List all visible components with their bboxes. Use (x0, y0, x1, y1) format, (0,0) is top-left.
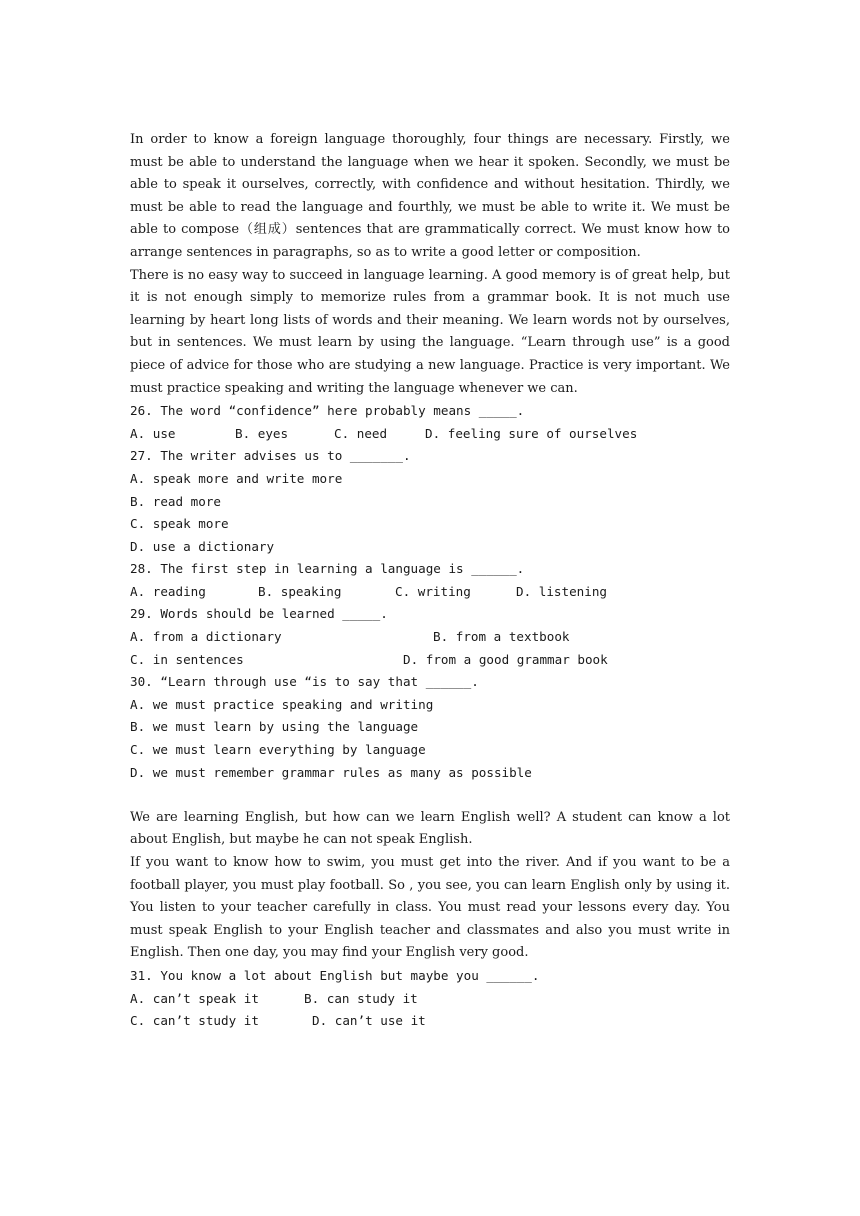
option-b: B. eyes (235, 425, 289, 441)
option-b: B. can study it (304, 990, 418, 1006)
question-28-stem: 28. The first step in learning a language is ______. (130, 561, 525, 577)
question-31-options-row2 (130, 1010, 730, 1033)
option-d: D. listening (516, 583, 607, 599)
option-a: A. speak more and write more (130, 470, 343, 486)
question-26-options (130, 423, 730, 446)
option-a: A. can’t speak it (130, 990, 259, 1006)
option-d: D. we must remember grammar rules as many as possible (130, 764, 532, 780)
option-a: A. we must practice speaking and writing (130, 696, 434, 712)
section-spacer (130, 784, 730, 807)
option-d: D. feeling sure of ourselves (425, 425, 638, 441)
passage1-paragraph2: There is no easy way to succeed in language learning. A good memory is of great help, but it is not enough simply to memorize rules from a grammar book. It is not much use learning by heart long lists of words and their meaning. We learn words not by ourselves, but in sentences. We must learn by using the language. “Learn through use” is a good piece of advice for those who are studying a new language. Practice is very important. We must practice speaking and writing the language whenever we can. (130, 267, 730, 396)
question-28-options (130, 581, 730, 604)
question-29-stem: 29. Words should be learned _____. (130, 606, 388, 622)
option-d: D. use a dictionary (130, 538, 275, 554)
option-c: C. speak more (130, 516, 229, 532)
option-a: A. use (130, 425, 176, 441)
question-30-stem: 30. “Learn through use “is to say that ______. (130, 674, 479, 690)
passage2-paragraph1: We are learning English, but how can we learn English well? A student can know a lot about English, but maybe he can not speak English. (130, 809, 730, 848)
option-b: B. from a textbook (433, 629, 570, 645)
option-c: C. need (334, 425, 388, 441)
option-a: A. from a dictionary (130, 629, 282, 645)
question-29-options-row2 (130, 649, 730, 672)
option-c: C. in sentences (130, 651, 244, 667)
question-26-stem: 26. The word “confidence” here probably means _____. (130, 403, 525, 419)
option-b: B. read more (130, 493, 221, 509)
option-c: C. writing (395, 583, 471, 599)
option-c: C. we must learn everything by language (130, 742, 426, 758)
worksheet-page (130, 129, 730, 1033)
option-b: B. speaking (258, 583, 342, 599)
passage1-paragraph1: In order to know a foreign language thoroughly, four things are necessary. Firstly, we must be able to understand the language when we hear it spoken. Secondly, we must be able to speak it ourselves, correctly, with confidence and without hesitation. Thirdly, we must be able to read the language and fourthly, we must be able to write it. We must be able to compose（组成）sentences that are grammatically correct. We must know how to arrange sentences in paragraphs, so as to write a good letter or composition. (130, 132, 730, 260)
question-31-stem: 31. You know a lot about English but maybe you ______. (130, 967, 540, 983)
question-29-options-row1 (130, 626, 730, 649)
option-b: B. we must learn by using the language (130, 719, 419, 735)
question-31-options-row1 (130, 988, 730, 1011)
passage2-paragraph2: If you want to know how to swim, you must get into the river. And if you want to be a football player, you must play football. So , you see, you can learn English only by using it. You listen to your teacher carefully in class. You must read your lessons every day. You must speak English to your English teacher and classmates and also you must write in English. Then one day, you may find your English very good. (130, 855, 730, 961)
option-d: D. from a good grammar book (403, 651, 608, 667)
option-d: D. can’t use it (312, 1013, 426, 1029)
question-27-stem: 27. The writer advises us to _______. (130, 448, 411, 464)
option-a: A. reading (130, 583, 206, 599)
option-c: C. can’t study it (130, 1013, 259, 1029)
